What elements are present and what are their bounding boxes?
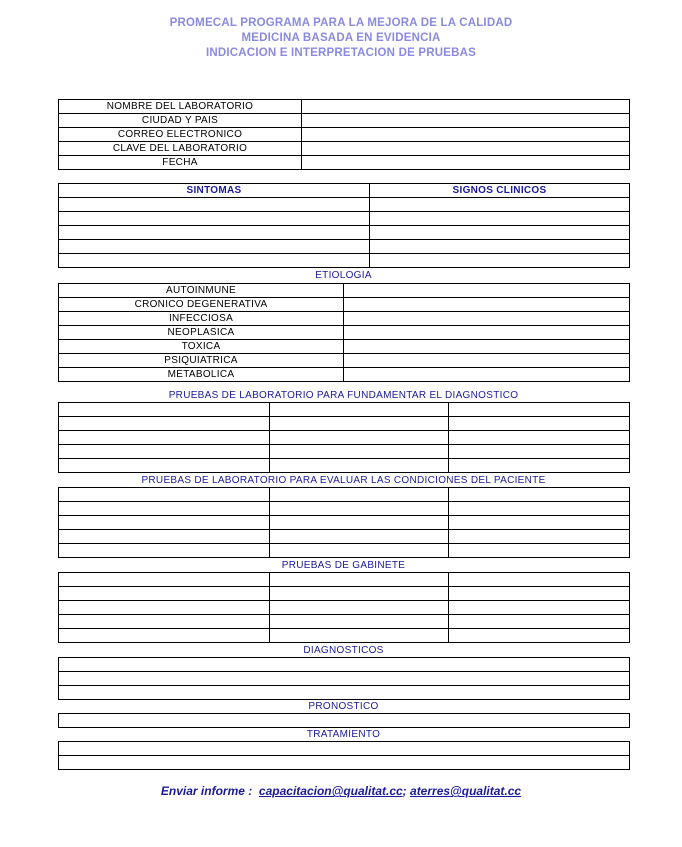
- test-cell[interactable]: [270, 431, 449, 445]
- lab-key-label: CLAVE DEL LABORATORIO: [59, 142, 302, 156]
- treatment-table: [58, 741, 630, 770]
- test-cell[interactable]: [449, 544, 630, 558]
- test-cell[interactable]: [59, 459, 270, 473]
- symptom-cell[interactable]: [59, 198, 370, 212]
- test-cell[interactable]: [59, 502, 270, 516]
- etiology-item-field[interactable]: [344, 368, 630, 382]
- etiology-item-label: NEOPLASICA: [59, 326, 344, 340]
- test-cell[interactable]: [59, 629, 270, 643]
- test-cell[interactable]: [270, 516, 449, 530]
- test-cell[interactable]: [270, 615, 449, 629]
- test-cell[interactable]: [270, 459, 449, 473]
- lab-name-label: NOMBRE DEL LABORATORIO: [59, 100, 302, 114]
- test-cell[interactable]: [270, 587, 449, 601]
- test-cell[interactable]: [270, 445, 449, 459]
- test-cell[interactable]: [270, 601, 449, 615]
- test-cell[interactable]: [59, 530, 270, 544]
- sign-cell[interactable]: [370, 254, 630, 268]
- etiology-item-field[interactable]: [344, 340, 630, 354]
- sign-cell[interactable]: [370, 240, 630, 254]
- email-separator: ;: [402, 784, 407, 798]
- lab-name-field[interactable]: [302, 100, 630, 114]
- diagnosis-cell[interactable]: [59, 686, 630, 700]
- test-cell[interactable]: [59, 516, 270, 530]
- prognosis-table: [58, 713, 630, 728]
- etiology-item-label: TOXICA: [59, 340, 344, 354]
- test-cell[interactable]: [270, 573, 449, 587]
- test-cell[interactable]: [449, 488, 630, 502]
- test-cell[interactable]: [59, 417, 270, 431]
- treatment-cell[interactable]: [59, 756, 630, 770]
- sign-cell[interactable]: [370, 226, 630, 240]
- imaging-tests-title: PRUEBAS DE GABINETE: [281, 560, 406, 571]
- test-cell[interactable]: [59, 488, 270, 502]
- test-cell[interactable]: [449, 629, 630, 643]
- symptom-cell[interactable]: [59, 226, 370, 240]
- test-cell[interactable]: [270, 488, 449, 502]
- clinical-signs-header: SIGNOS CLINICOS: [370, 184, 630, 198]
- test-cell[interactable]: [449, 459, 630, 473]
- send-report-label: Enviar informe :: [160, 784, 253, 798]
- test-cell[interactable]: [59, 615, 270, 629]
- test-cell[interactable]: [270, 417, 449, 431]
- prognosis-title: PRONOSTICO: [308, 701, 379, 712]
- symptoms-signs-table: [58, 183, 630, 268]
- test-cell[interactable]: [449, 573, 630, 587]
- header-line-1: PROMECAL PROGRAMA PARA LA MEJORA DE LA CALIDAD: [169, 17, 513, 29]
- lab-key-field[interactable]: [302, 142, 630, 156]
- test-cell[interactable]: [449, 530, 630, 544]
- test-cell[interactable]: [59, 544, 270, 558]
- test-cell[interactable]: [449, 502, 630, 516]
- symptom-cell[interactable]: [59, 212, 370, 226]
- diagnoses-table: [58, 657, 630, 700]
- city-country-field[interactable]: [302, 114, 630, 128]
- test-cell[interactable]: [449, 445, 630, 459]
- email-field[interactable]: [302, 128, 630, 142]
- test-cell[interactable]: [449, 587, 630, 601]
- test-cell[interactable]: [59, 431, 270, 445]
- diagnostic-tests-table: [58, 402, 630, 473]
- email-label: CORREO ELECTRONICO: [59, 128, 302, 142]
- etiology-item-field[interactable]: [344, 298, 630, 312]
- test-cell[interactable]: [449, 615, 630, 629]
- etiology-item-field[interactable]: [344, 326, 630, 340]
- test-cell[interactable]: [270, 502, 449, 516]
- symptoms-header: SINTOMAS: [59, 184, 370, 198]
- etiology-item-label: METABOLICA: [59, 368, 344, 382]
- etiology-item-field[interactable]: [344, 354, 630, 368]
- sign-cell[interactable]: [370, 212, 630, 226]
- test-cell[interactable]: [59, 573, 270, 587]
- test-cell[interactable]: [59, 403, 270, 417]
- lab-info-table: [58, 99, 630, 170]
- footer: [0, 784, 682, 798]
- treatment-title: TRATAMIENTO: [306, 729, 381, 740]
- etiology-item-label: INFECCIOSA: [59, 312, 344, 326]
- etiology-item-label: CRONICO DEGENERATIVA: [59, 298, 344, 312]
- test-cell[interactable]: [449, 516, 630, 530]
- symptom-cell[interactable]: [59, 254, 370, 268]
- test-cell[interactable]: [449, 417, 630, 431]
- etiology-item-label: AUTOINMUNE: [59, 284, 344, 298]
- test-cell[interactable]: [270, 629, 449, 643]
- header-line-2: MEDICINA BASADA EN EVIDENCIA: [241, 32, 441, 44]
- email-link-capacitacion[interactable]: capacitacion@qualitat.cc: [258, 784, 403, 798]
- diagnostic-tests-title: PRUEBAS DE LABORATORIO PARA FUNDAMENTAR EL DIAGNOSTICO: [168, 390, 519, 401]
- prognosis-cell[interactable]: [59, 714, 630, 728]
- test-cell[interactable]: [270, 530, 449, 544]
- test-cell[interactable]: [449, 403, 630, 417]
- test-cell[interactable]: [59, 445, 270, 459]
- test-cell[interactable]: [449, 431, 630, 445]
- etiology-item-field[interactable]: [344, 284, 630, 298]
- diagnosis-cell[interactable]: [59, 658, 630, 672]
- date-label: FECHA: [59, 156, 302, 170]
- date-field[interactable]: [302, 156, 630, 170]
- etiology-item-field[interactable]: [344, 312, 630, 326]
- etiology-table: [58, 283, 630, 382]
- sign-cell[interactable]: [370, 198, 630, 212]
- test-cell[interactable]: [59, 587, 270, 601]
- etiology-title: ETIOLOGIA: [315, 270, 372, 281]
- imaging-tests-table: [58, 572, 630, 643]
- test-cell[interactable]: [449, 601, 630, 615]
- test-cell[interactable]: [59, 601, 270, 615]
- email-link-aterres[interactable]: aterres@qualitat.cc: [410, 784, 522, 798]
- treatment-cell[interactable]: [59, 742, 630, 756]
- test-cell[interactable]: [270, 403, 449, 417]
- patient-condition-tests-table: [58, 487, 630, 558]
- symptom-cell[interactable]: [59, 240, 370, 254]
- patient-condition-tests-title: PRUEBAS DE LABORATORIO PARA EVALUAR LAS CONDICIONES DEL PACIENTE: [141, 475, 546, 486]
- header-line-3: INDICACION E INTERPRETACION DE PRUEBAS: [206, 47, 476, 59]
- test-cell[interactable]: [270, 544, 449, 558]
- etiology-item-label: PSIQUIATRICA: [59, 354, 344, 368]
- diagnosis-cell[interactable]: [59, 672, 630, 686]
- diagnoses-title: DIAGNOSTICOS: [303, 645, 384, 656]
- city-country-label: CIUDAD Y PAIS: [59, 114, 302, 128]
